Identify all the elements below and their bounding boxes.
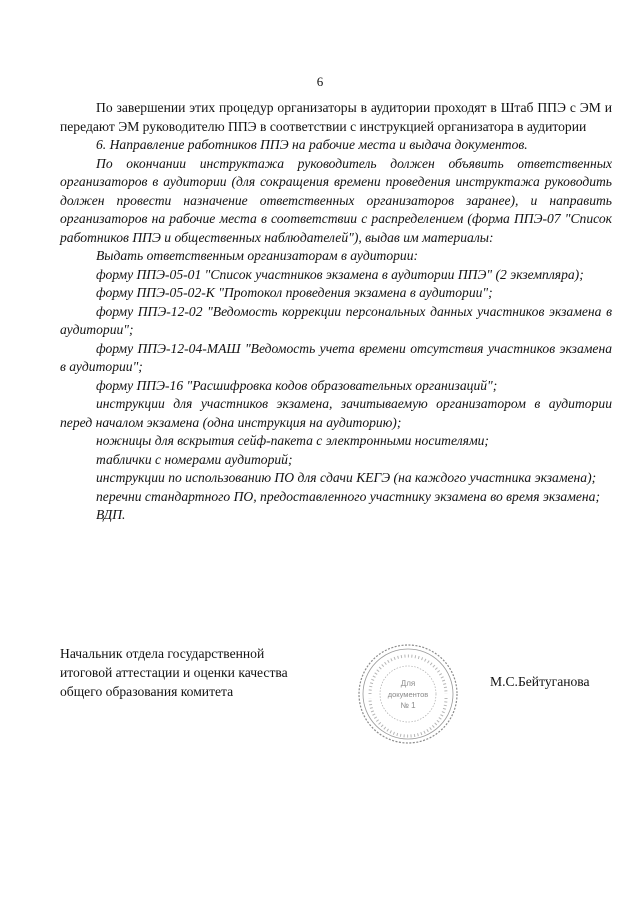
document-body [60, 99, 612, 525]
list-item-ppe-05-01: форму ППЭ-05-01 "Список участников экзамена в аудитории ППЭ" (2 экземпляра); [96, 266, 584, 282]
page-number: 6 [316, 74, 324, 89]
list-item-ppe-12-02: форму ППЭ-12-02 "Ведомость коррекции персональных данных участников экзамена в аудитории"; [60, 303, 612, 337]
paragraph-issue-to-organizers: Выдать ответственным организаторам в аудитории: [96, 248, 419, 263]
paragraph-instruction-end: По окончании инструктажа руководитель должен объявить ответственных организаторов в аудитории (для сокращения времени проведения инструктажа руководить должен провести назначение ответственных организаторов заранее), и направить организаторов на рабочие места в соответствии с распределением (форма ППЭ-07 "Список работников ППЭ и общественных наблюдателей"), выдав им материалы: [60, 155, 612, 245]
list-item-participant-instructions: инструкции для участников экзамена, зачитываемую организатором в аудитории перед началом экзамена (одна инструкция на аудиторию); [60, 396, 612, 430]
section-heading-6: 6. Направление работников ППЭ на рабочие места и выдача документов. [96, 137, 528, 152]
signatory-title-line: Начальник отдела государственной [60, 646, 265, 661]
list-item-scissors: ножницы для вскрытия сейф-пакета с электронными носителями; [96, 433, 489, 448]
signatory-name: М.С.Бейтуганова [490, 674, 590, 689]
round-seal-stamp [356, 642, 460, 746]
signatory-title-line: итоговой аттестации и оценки качества [60, 665, 288, 680]
signatory-title [60, 644, 288, 701]
list-item-ppe-05-02-k: форму ППЭ-05-02-К "Протокол проведения экзамена в аудитории"; [96, 285, 493, 300]
signature-block [60, 644, 620, 744]
list-item-ppe-16: форму ППЭ-16 "Расшифровка кодов образовательных организаций"; [96, 377, 498, 393]
stamp-text-line: № 1 [400, 701, 416, 710]
stamp-text-line: документов [387, 690, 429, 699]
list-item-software-instructions: инструкции по использованию ПО для сдачи КЕГЭ (на каждого участника экзамена); [96, 470, 597, 485]
paragraph-procedure-completion: По завершении этих процедур организаторы в аудитории проходят в Штаб ППЭ с ЭМ и передают ЭМ руководителю ППЭ в соответствии с инструкцией организатора в аудитории [60, 100, 612, 134]
list-item-standard-software: перечни стандартного ПО, предоставленного участнику экзамена во время экзамена; [96, 488, 600, 504]
list-item-vdp: ВДП. [96, 507, 126, 522]
stamp-text-line: Для [400, 679, 416, 688]
list-item-room-plates: таблички с номерами аудиторий; [96, 451, 293, 467]
signatory-title-line: общего образования комитета [60, 684, 234, 699]
list-item-ppe-12-04-mash: форму ППЭ-12-04-МАШ "Ведомость учета времени отсутствия участников экзамена в аудитории"; [60, 340, 612, 374]
